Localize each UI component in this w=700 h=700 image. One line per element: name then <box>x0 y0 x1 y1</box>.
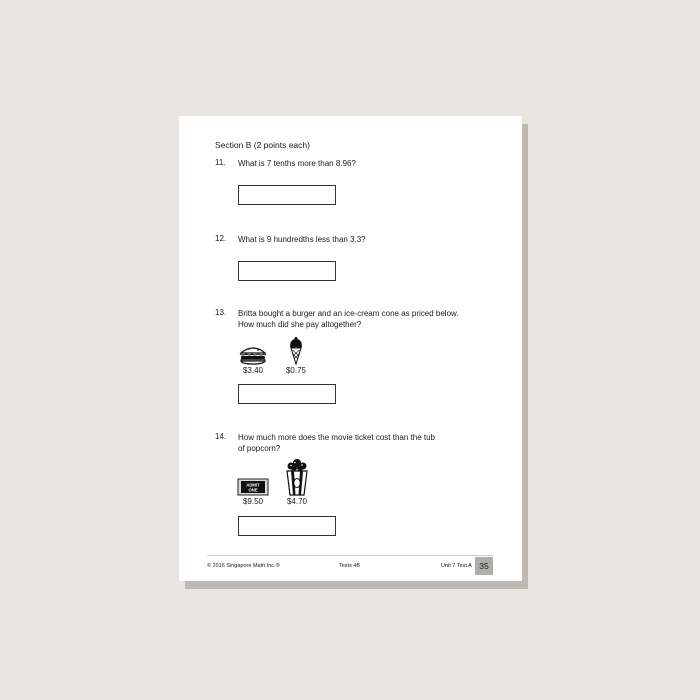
question-13-line-2: How much did she pay altogether? <box>238 320 362 329</box>
footer-unit-label: Unit 7 Test A <box>441 563 472 569</box>
answer-box-11[interactable] <box>238 185 336 205</box>
question-14-line-2: of popcorn? <box>238 444 281 453</box>
ticket-price: $9.50 <box>242 497 264 506</box>
question-11-text: What is 7 tenths more than 8.96? <box>238 159 356 168</box>
footer-book-title: Tests 4B <box>339 563 361 569</box>
movie-ticket-icon <box>237 478 269 496</box>
answer-box-12[interactable] <box>238 261 336 281</box>
burger-price: $3.40 <box>242 366 264 375</box>
ticket-text-line-1: ADMIT <box>246 482 260 488</box>
popcorn-price: $4.70 <box>286 497 308 506</box>
burger-icon <box>238 343 268 365</box>
footer-divider <box>207 555 494 556</box>
question-14-line-1: How much more does the movie ticket cost than the tub <box>238 433 435 442</box>
answer-box-13[interactable] <box>238 384 336 404</box>
question-13-text <box>238 308 488 330</box>
section-title: Section B (2 points each) <box>215 140 310 150</box>
question-11-number: 11. <box>215 158 226 167</box>
question-14-number: 14. <box>215 432 227 441</box>
question-14-text <box>238 432 488 454</box>
answer-box-14[interactable] <box>238 516 336 536</box>
question-13-line-1: Britta bought a burger and an ice-cream cone as priced below. <box>238 309 459 318</box>
ice-cream-cone-icon <box>288 337 304 365</box>
page-number: 35 <box>475 557 493 575</box>
worksheet-page <box>179 116 522 581</box>
ticket-text-line-2: ONE <box>248 487 258 493</box>
question-13-number: 13. <box>215 308 227 317</box>
footer-copyright: © 2016 Singapore Math Inc.® <box>207 563 280 569</box>
question-12-text: What is 9 hundredths less than 3.3? <box>238 235 366 244</box>
popcorn-tub-icon <box>285 458 309 496</box>
question-12-number: 12. <box>215 234 227 243</box>
ice-cream-price: $0.75 <box>285 366 307 375</box>
